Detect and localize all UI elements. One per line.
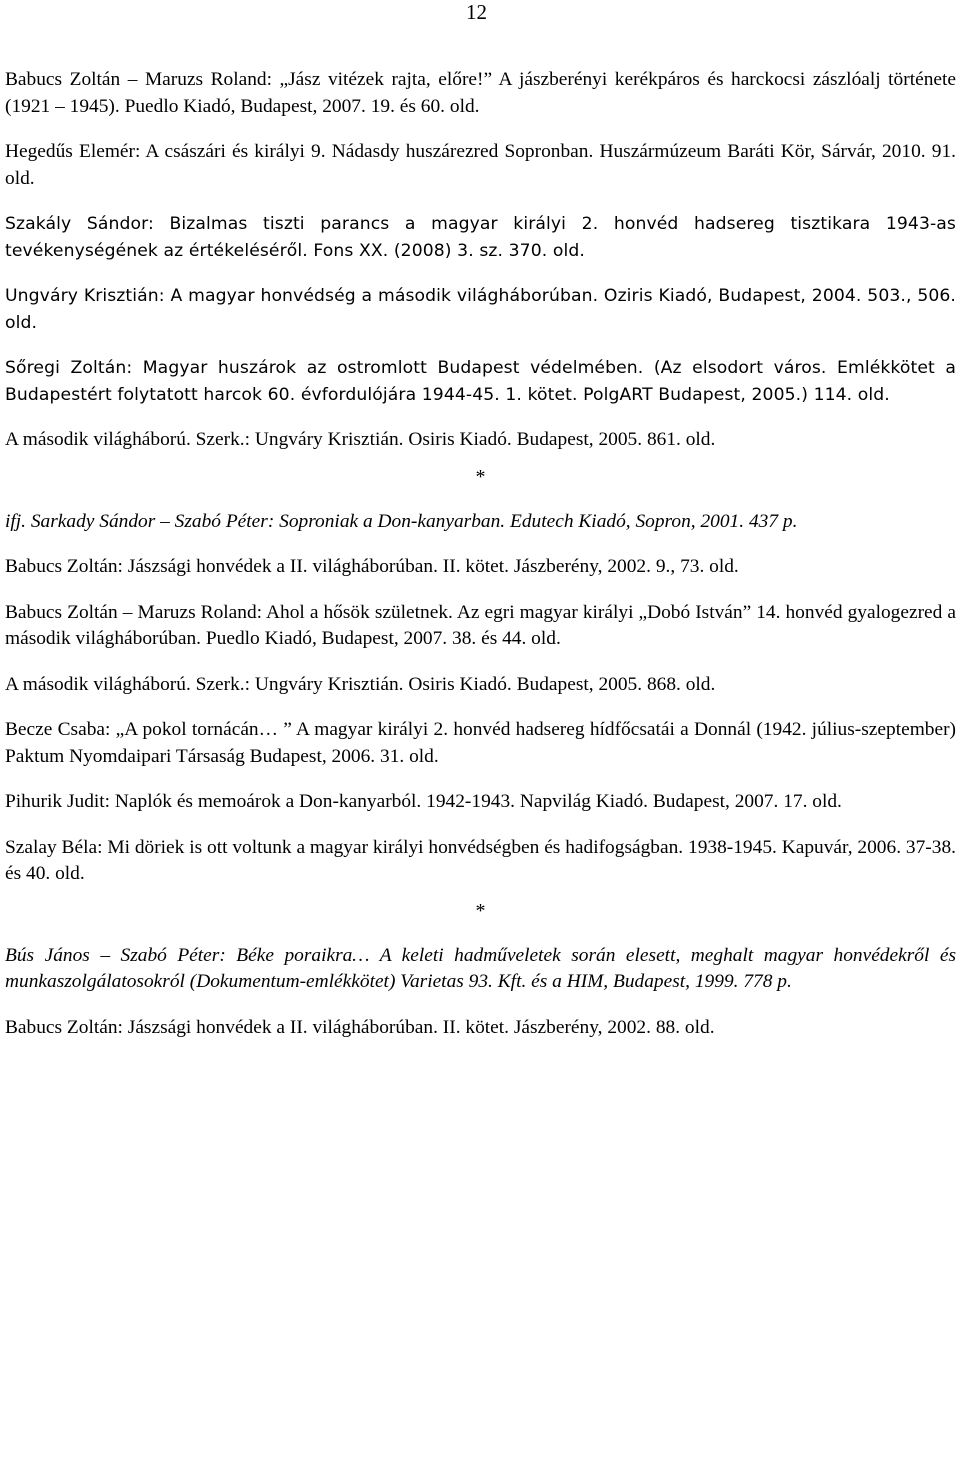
reference-entry: Szalay Béla: Mi döriek is ott voltunk a magyar királyi honvédségben és hadifogságban. 1938-1945. Kapuvár, 2006. 37-38. és 40. old.	[5, 836, 956, 884]
reference-entry: A második világháború. Szerk.: Ungváry Krisztián. Osiris Kiadó. Budapest, 2005. 861. old.	[5, 429, 716, 450]
reference-entry: A második világháború. Szerk.: Ungváry Krisztián. Osiris Kiadó. Budapest, 2005. 868. old.	[5, 673, 716, 695]
reference-entry: Ungváry Krisztián: A magyar honvédség a második világháborúban. Oziris Kiadó, Budapest, 2004. 503., 506. old.	[5, 286, 956, 333]
reference-entry: ifj. Sarkady Sándor – Szabó Péter: Soproniak a Don-kanyarban. Edutech Kiadó, Sopron, 2001. 437 p.	[5, 510, 798, 532]
reference-entry: Babucs Zoltán – Maruzs Roland: Ahol a hősök születnek. Az egri magyar királyi „Dobó István” 14. honvéd gyalogezred a második világháborúban. Puedlo Kiadó, Budapest, 2007. 38. és 44. old.	[5, 601, 956, 649]
reference-entry: Pihurik Judit: Naplók és memoárok a Don-kanyarból. 1942-1943. Napvilág Kiadó. Budapest, 2007. 17. old.	[5, 791, 842, 812]
reference-entry: Babucs Zoltán: Jászsági honvédek a II. világháborúban. II. kötet. Jászberény, 2002. 88. old.	[5, 1016, 715, 1038]
reference-entry: Babucs Zoltán – Maruzs Roland: „Jász vitézek rajta, előre!” A jászberényi kerékpáros és harckocsi zászlóalj története (1921 – 1945). Puedlo Kiadó, Budapest, 2007. 19. és 60. old.	[5, 69, 956, 117]
reference-list	[5, 67, 956, 1060]
section-separator: *	[475, 465, 486, 488]
reference-entry: Bús János – Szabó Péter: Béke poraikra… A keleti hadműveletek során elesett, meghalt magyar honvédekről és munkaszolgálatosokról (Dokumentum-emlékkötet) Varietas 93. Kft. és a HIM, Budapest, 1999. 778 p.	[5, 944, 956, 992]
page-number: 12	[466, 0, 487, 24]
section-separator: *	[475, 899, 486, 922]
reference-entry: Sőregi Zoltán: Magyar huszárok az ostromlott Budapest védelmében. (Az elsodort város. Emlékkötet a Budapestért folytatott harcok 60. évfordulójára 1944-45. 1. kötet. PolgART Budapest, 2005.) 114. old.	[5, 358, 956, 405]
reference-entry: Becze Csaba: „A pokol tornácán… ” A magyar királyi 2. honvéd hadsereg hídfőcsatái a Donnál (1942. július-szeptember) Paktum Nyomdaipari Társaság Budapest, 2006. 31. old.	[5, 719, 956, 767]
reference-entry: Babucs Zoltán: Jászsági honvédek a II. világháborúban. II. kötet. Jászberény, 2002. 9., 73. old.	[5, 556, 739, 577]
reference-entry: Szakály Sándor: Bizalmas tiszti parancs a magyar királyi 2. honvéd hadsereg tisztikara 1943-as tevékenységének az értékeléséről. Fons XX. (2008) 3. sz. 370. old.	[5, 214, 956, 261]
reference-entry: Hegedűs Elemér: A császári és királyi 9. Nádasdy huszárezred Sopronban. Huszármúzeum Baráti Kör, Sárvár, 2010. 91. old.	[5, 141, 956, 189]
